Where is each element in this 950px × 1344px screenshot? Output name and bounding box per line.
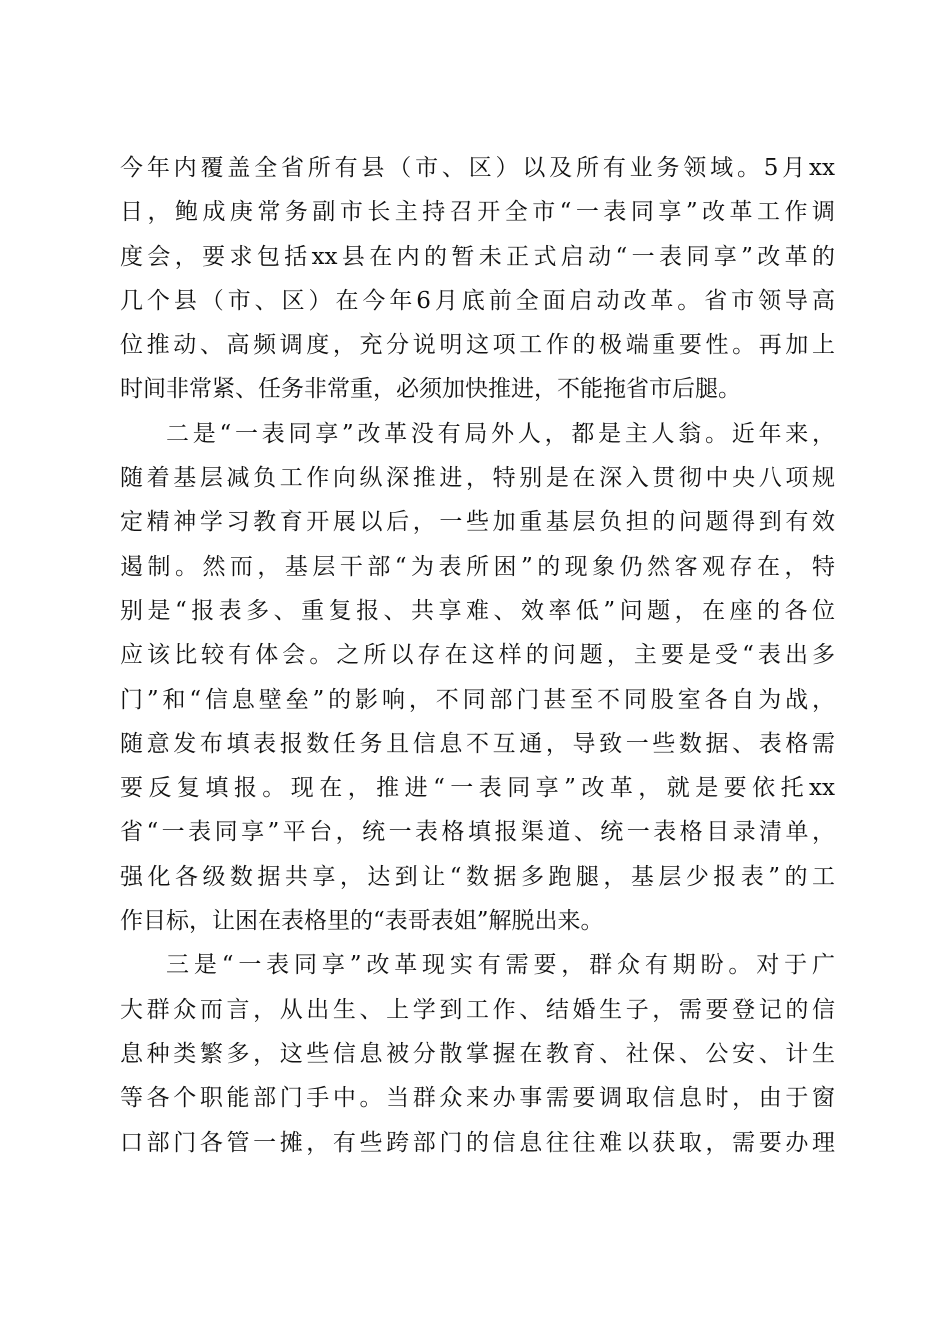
text-line: 强化各级数据共享，达到让“数据多跑腿，基层少报表”的工 [120, 863, 835, 890]
text-line: 定精神学习教育开展以后，一些加重基层负担的问题得到有效 [120, 509, 835, 536]
text-line: 今年内覆盖全省所有县（市、区）以及所有业务领域。5月xx [120, 155, 835, 181]
paragraph-heading-line: 二是“一表同享”改革没有局外人，都是主人翁。近年来， [166, 420, 835, 447]
text-line: 大群众而言，从出生、上学到工作、结婚生子，需要登记的信 [120, 996, 835, 1023]
text-line: 要反复填报。现在，推进“一表同享”改革，就是要依托xx [120, 775, 835, 802]
text-line: 几个县（市、区）在今年6月底前全面启动改革。省市领导高 [120, 287, 835, 314]
text-line: 息种类繁多，这些信息被分散掌握在教育、社保、公安、计生 [120, 1040, 835, 1067]
text-line: 应该比较有体会。之所以存在这样的问题，主要是受“表出多 [120, 642, 835, 669]
text-line: 遏制。然而，基层干部“为表所困”的现象仍然客观存在，特 [120, 553, 835, 580]
text-line: 随意发布填表报数任务且信息不互通，导致一些数据、表格需 [120, 730, 835, 757]
paragraph-heading-line: 三是“一表同享”改革现实有需要，群众有期盼。对于广 [166, 952, 835, 979]
text-line: 门”和“信息壁垒”的影响，不同部门甚至不同股室各自为战， [120, 686, 835, 713]
text-line: 省“一表同享”平台，统一表格填报渠道、统一表格目录清单， [120, 819, 835, 846]
text-line: 日，鲍成庚常务副市长主持召开全市“一表同享”改革工作调 [120, 199, 835, 226]
text-line: 别是“报表多、重复报、共享难、效率低”问题，在座的各位 [120, 597, 835, 624]
text-line: 等各个职能部门手中。当群众来办事需要调取信息时，由于窗 [120, 1085, 835, 1112]
text-line: 作目标，让困在表格里的“表哥表姐”解脱出来。 [120, 908, 604, 935]
text-line: 时间非常紧、任务非常重，必须加快推进，不能拖省市后腿。 [120, 376, 741, 403]
text-line: 度会，要求包括xx县在内的暂未正式启动“一表同享”改革的 [120, 243, 835, 270]
text-line: 口部门各管一摊，有些跨部门的信息往往难以获取，需要办理 [120, 1129, 835, 1156]
text-line: 位推动、高频调度，充分说明这项工作的极端重要性。再加上 [120, 332, 835, 359]
text-line: 随着基层减负工作向纵深推进，特别是在深入贯彻中央八项规 [120, 465, 835, 492]
document-body [120, 146, 835, 1165]
